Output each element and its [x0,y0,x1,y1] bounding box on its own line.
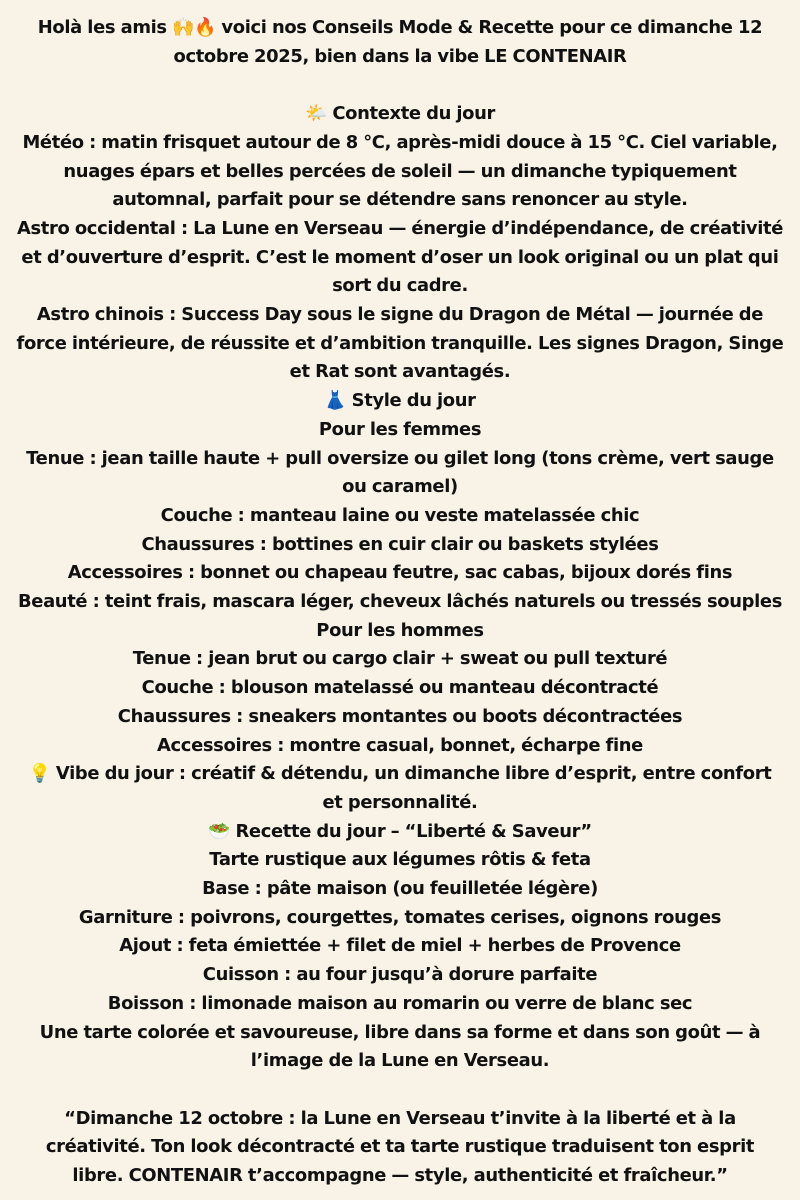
context-heading: 🌤️ Contexte du jour [304,103,496,125]
recipe-summary-line: l’image de la Lune en Verseau. [250,1050,550,1072]
men-couche: Couche : blouson matelassé ou manteau décontracté [141,677,659,699]
women-couche: Couche : manteau laine ou veste matelassée chic [160,504,640,526]
women-accessoires: Accessoires : bonnet ou chapeau feutre, sac cabas, bijoux dorés fins [67,562,733,584]
women-beaute: Beauté : teint frais, mascara léger, cheveux lâchés naturels ou tressés souples [17,591,783,613]
recipe-summary-line: Une tarte colorée et savoureuse, libre dans sa forme et dans son goût — à [39,1021,761,1043]
recipe-heading: 🥗 Recette du jour – “Liberté & Saveur” [208,820,592,842]
astro-occidental-line: Astro occidental : La Lune en Verseau — énergie d’indépendance, de créativité [16,217,784,239]
men-chaussures: Chaussures : sneakers montantes ou boots décontractées [117,705,683,727]
men-tenue: Tenue : jean brut ou cargo clair + sweat ou pull texturé [132,648,668,670]
recipe-ajout: Ajout : feta émiettée + filet de miel + herbes de Provence [119,935,681,957]
astro-chinois-line: force intérieure, de réussite et d’ambition tranquille. Les signes Dragon, Singe [16,332,784,354]
recipe-boisson: Boisson : limonade maison au romarin ou verre de blanc sec [107,992,693,1014]
women-tenue-line: ou caramel) [342,476,458,498]
astro-occidental-line: et d’ouverture d’esprit. C’est le moment d’oser un look original ou un plat qui [21,246,779,268]
blank-line [2,1076,798,1105]
men-accessoires: Accessoires : montre casual, bonnet, écharpe fine [157,734,643,756]
women-tenue-line: Tenue : jean taille haute + pull oversize ou gilet long (tons crème, vert sauge [26,447,774,469]
astro-chinois-line: et Rat sont avantagés. [289,361,511,383]
recipe-cuisson: Cuisson : au four jusqu’à dorure parfaite [202,964,598,986]
blank-line [2,71,798,100]
recipe-base: Base : pâte maison (ou feuilletée légère) [202,878,598,900]
meteo-line: nuages épars et belles percées de soleil — un dimanche typiquement [63,160,737,182]
men-title: Pour les hommes [316,619,484,641]
women-title: Pour les femmes [318,418,482,440]
astro-chinois-line: Astro chinois : Success Day sous le signe du Dragon de Métal — journée de [36,304,764,326]
recipe-garniture: Garniture : poivrons, courgettes, tomates cerises, oignons rouges [78,906,722,928]
vibe-line: et personnalité. [322,791,478,813]
intro-line: octobre 2025, bien dans la vibe LE CONTENAIR [173,45,627,67]
meteo-line: Météo : matin frisquet autour de 8 °C, après-midi douce à 15 °C. Ciel variable, [22,131,778,153]
astro-occidental-line: sort du cadre. [332,275,468,297]
style-heading: 👗 Style du jour [324,390,476,412]
women-chaussures: Chaussures : bottines en cuir clair ou baskets stylées [141,533,659,555]
recipe-name: Tarte rustique aux légumes rôtis & feta [209,849,591,871]
quote-line: libre. CONTENAIR t’accompagne — style, authenticité et fraîcheur.” [72,1165,728,1187]
quote-line: “Dimanche 12 octobre : la Lune en Verseau t’invite à la liberté et à la [64,1107,736,1129]
quote-line: créativité. Ton look décontracté et ta tarte rustique traduisent ton esprit [45,1136,755,1158]
vibe-line: 💡 Vibe du jour : créatif & détendu, un dimanche libre d’esprit, entre confort [28,763,772,785]
meteo-line: automnal, parfait pour se détendre sans renoncer au style. [112,189,688,211]
intro-line: Holà les amis 🙌🔥 voici nos Conseils Mode & Recette pour ce dimanche 12 [37,17,763,38]
